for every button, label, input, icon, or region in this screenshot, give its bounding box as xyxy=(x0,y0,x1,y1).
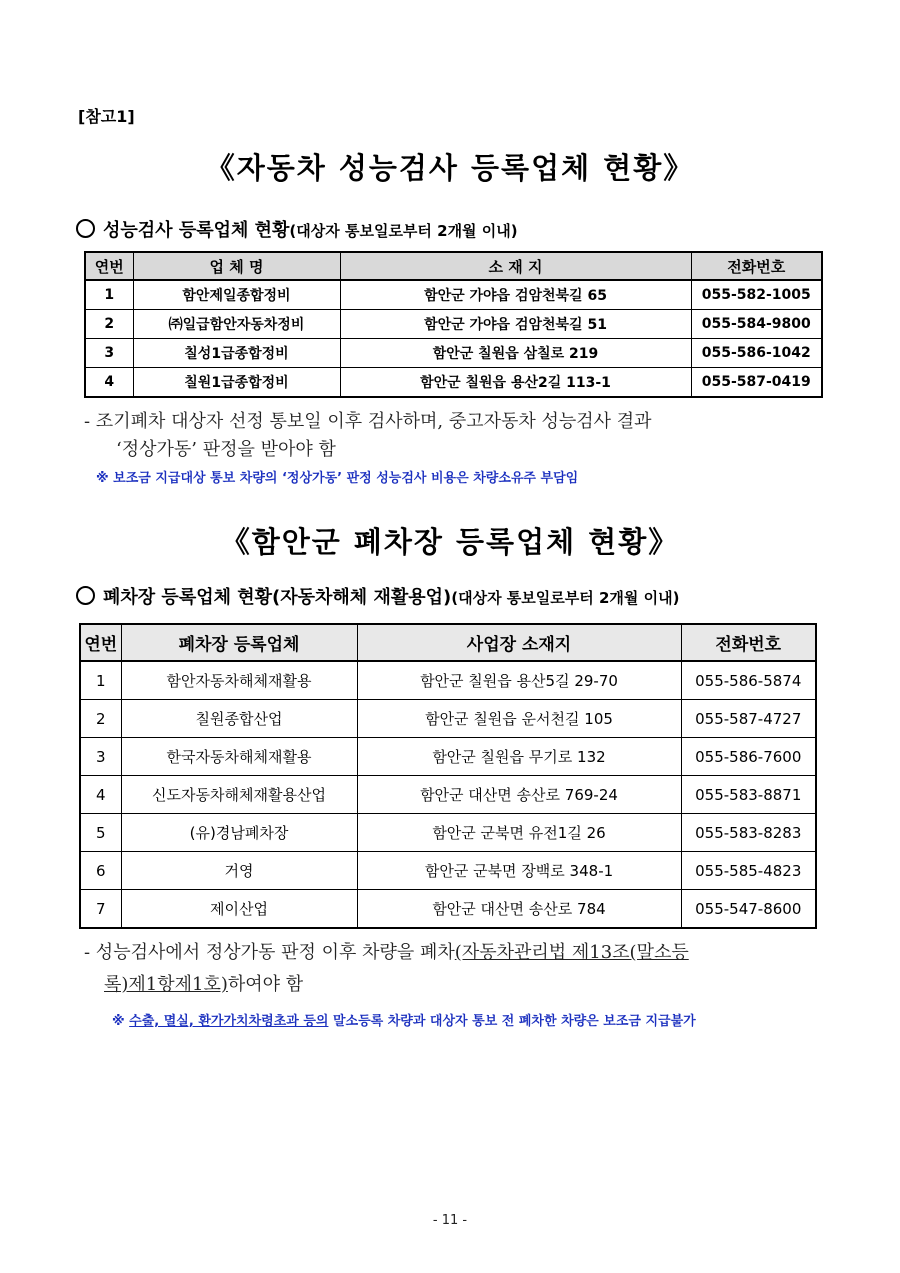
table-row xyxy=(85,339,822,368)
warning-mark: ※ xyxy=(112,1014,130,1029)
header-number: 연번 xyxy=(80,624,121,661)
cell-address: 함안군 대산면 송산로 784 xyxy=(357,890,681,929)
header-address: 사업장 소재지 xyxy=(357,624,681,661)
scrapyard-company-table xyxy=(79,623,817,929)
note-scrapyard-line1 xyxy=(84,938,689,964)
cell-number: 4 xyxy=(80,776,121,814)
cell-address: 함안군 가야읍 검암천북길 51 xyxy=(340,310,691,339)
note-scrapyard-line1-text: - 성능검사에서 정상가동 판정 이후 차량을 폐차 xyxy=(84,942,455,963)
table-row xyxy=(85,310,822,339)
cell-number: 3 xyxy=(85,339,133,368)
warning-underlined: 수출, 멸실, 환가가치차령초과 등의 xyxy=(129,1014,329,1029)
cell-phone: 055-547-8600 xyxy=(681,890,816,929)
cell-company: 함안제일종합정비 xyxy=(133,280,340,310)
cell-address: 함안군 가야읍 검암천북길 65 xyxy=(340,280,691,310)
table-row xyxy=(80,814,816,852)
cell-phone: 055-586-5874 xyxy=(681,661,816,700)
cell-number: 7 xyxy=(80,890,121,929)
cell-number: 4 xyxy=(85,368,133,398)
section-inspection-heading xyxy=(76,216,518,242)
table-row xyxy=(80,852,816,890)
table-row xyxy=(80,890,816,929)
cell-address: 함안군 군북면 유전1길 26 xyxy=(357,814,681,852)
circle-bullet-icon xyxy=(76,586,95,605)
cell-company: 칠원종합산업 xyxy=(121,700,357,738)
table-header-row xyxy=(85,252,822,280)
note-scrapyard-line2 xyxy=(104,970,303,996)
cell-phone: 055-587-0419 xyxy=(691,368,822,398)
cell-company: 함안자동차해체재활용 xyxy=(121,661,357,700)
section-scrapyard-main: 폐차장 등록업체 현황(자동차해체 재활용업) xyxy=(103,587,452,608)
circle-bullet-icon xyxy=(76,219,95,238)
header-phone: 전화번호 xyxy=(681,624,816,661)
cell-company: 거영 xyxy=(121,852,357,890)
section-inspection-sub: (대상자 통보일로부터 2개월 이내) xyxy=(289,222,518,240)
note-inspection-line1: - 조기폐차 대상자 선정 통보일 이후 검사하며, 중고자동차 성능검사 결과 xyxy=(84,411,652,432)
cell-phone: 055-586-7600 xyxy=(681,738,816,776)
table-row xyxy=(80,738,816,776)
cell-phone: 055-582-1005 xyxy=(691,280,822,310)
cell-company: 칠성1급종합정비 xyxy=(133,339,340,368)
section-scrapyard-heading xyxy=(76,583,679,609)
section-inspection-main: 성능검사 등록업체 현황 xyxy=(103,220,290,241)
cell-company: (유)경남폐차장 xyxy=(121,814,357,852)
header-company: 업 체 명 xyxy=(133,252,340,280)
table-header-row xyxy=(80,624,816,661)
cell-company: 제이산업 xyxy=(121,890,357,929)
header-number: 연번 xyxy=(85,252,133,280)
cell-phone: 055-585-4823 xyxy=(681,852,816,890)
cell-phone: 055-584-9800 xyxy=(691,310,822,339)
cell-address: 함안군 칠원읍 운서천길 105 xyxy=(357,700,681,738)
inspection-company-table xyxy=(84,251,823,398)
header-company: 폐차장 등록업체 xyxy=(121,624,357,661)
warning-rest: 말소등록 차량과 대상자 통보 전 폐차한 차량은 보조금 지급불가 xyxy=(328,1014,696,1029)
cell-address: 함안군 칠원읍 삼칠로 219 xyxy=(340,339,691,368)
table-row xyxy=(85,368,822,398)
cell-phone: 055-587-4727 xyxy=(681,700,816,738)
note-scrapyard-law-ref-cont: 록)제1항제1호) xyxy=(104,974,228,995)
note-scrapyard-line2-text: 하여야 함 xyxy=(227,974,304,995)
header-phone: 전화번호 xyxy=(691,252,822,280)
cell-phone: 055-583-8871 xyxy=(681,776,816,814)
cell-number: 1 xyxy=(85,280,133,310)
table-row xyxy=(85,280,822,310)
cell-number: 1 xyxy=(80,661,121,700)
cell-number: 3 xyxy=(80,738,121,776)
warning-inspection-cost: ※ 보조금 지급대상 통보 차량의 ‘정상가동’ 판정 성능검사 비용은 차량소유주 부담임 xyxy=(96,471,579,486)
cell-phone: 055-583-8283 xyxy=(681,814,816,852)
table-row xyxy=(80,661,816,700)
cell-phone: 055-586-1042 xyxy=(691,339,822,368)
cell-number: 2 xyxy=(80,700,121,738)
title-inspection: 《자동차 성능검사 등록업체 현황》 xyxy=(205,151,695,185)
cell-address: 함안군 칠원읍 무기로 132 xyxy=(357,738,681,776)
cell-company: 한국자동차해체재활용 xyxy=(121,738,357,776)
table-row xyxy=(80,700,816,738)
cell-company: 신도자동차해체재활용산업 xyxy=(121,776,357,814)
table-row xyxy=(80,776,816,814)
section-scrapyard-sub: (대상자 통보일로부터 2개월 이내) xyxy=(451,589,680,607)
header-address: 소 재 지 xyxy=(340,252,691,280)
cell-number: 5 xyxy=(80,814,121,852)
warning-scrapyard-subsidy xyxy=(112,1010,696,1029)
cell-address: 함안군 군북면 장백로 348-1 xyxy=(357,852,681,890)
cell-company: 칠원1급종합정비 xyxy=(133,368,340,398)
note-scrapyard-law-ref: (자동차관리법 제13조(말소등 xyxy=(454,942,689,963)
cell-number: 2 xyxy=(85,310,133,339)
note-inspection-line2: ‘정상가동’ 판정을 받아야 함 xyxy=(116,439,336,460)
page-number: - 11 - xyxy=(432,1213,468,1228)
cell-address: 함안군 칠원읍 용산2길 113-1 xyxy=(340,368,691,398)
title-scrapyard: 《함안군 폐차장 등록업체 현황》 xyxy=(220,525,680,559)
cell-number: 6 xyxy=(80,852,121,890)
reference-label: [참고1] xyxy=(78,107,135,126)
cell-address: 함안군 대산면 송산로 769-24 xyxy=(357,776,681,814)
cell-address: 함안군 칠원읍 용산5길 29-70 xyxy=(357,661,681,700)
cell-company: ㈜일급함안자동차정비 xyxy=(133,310,340,339)
